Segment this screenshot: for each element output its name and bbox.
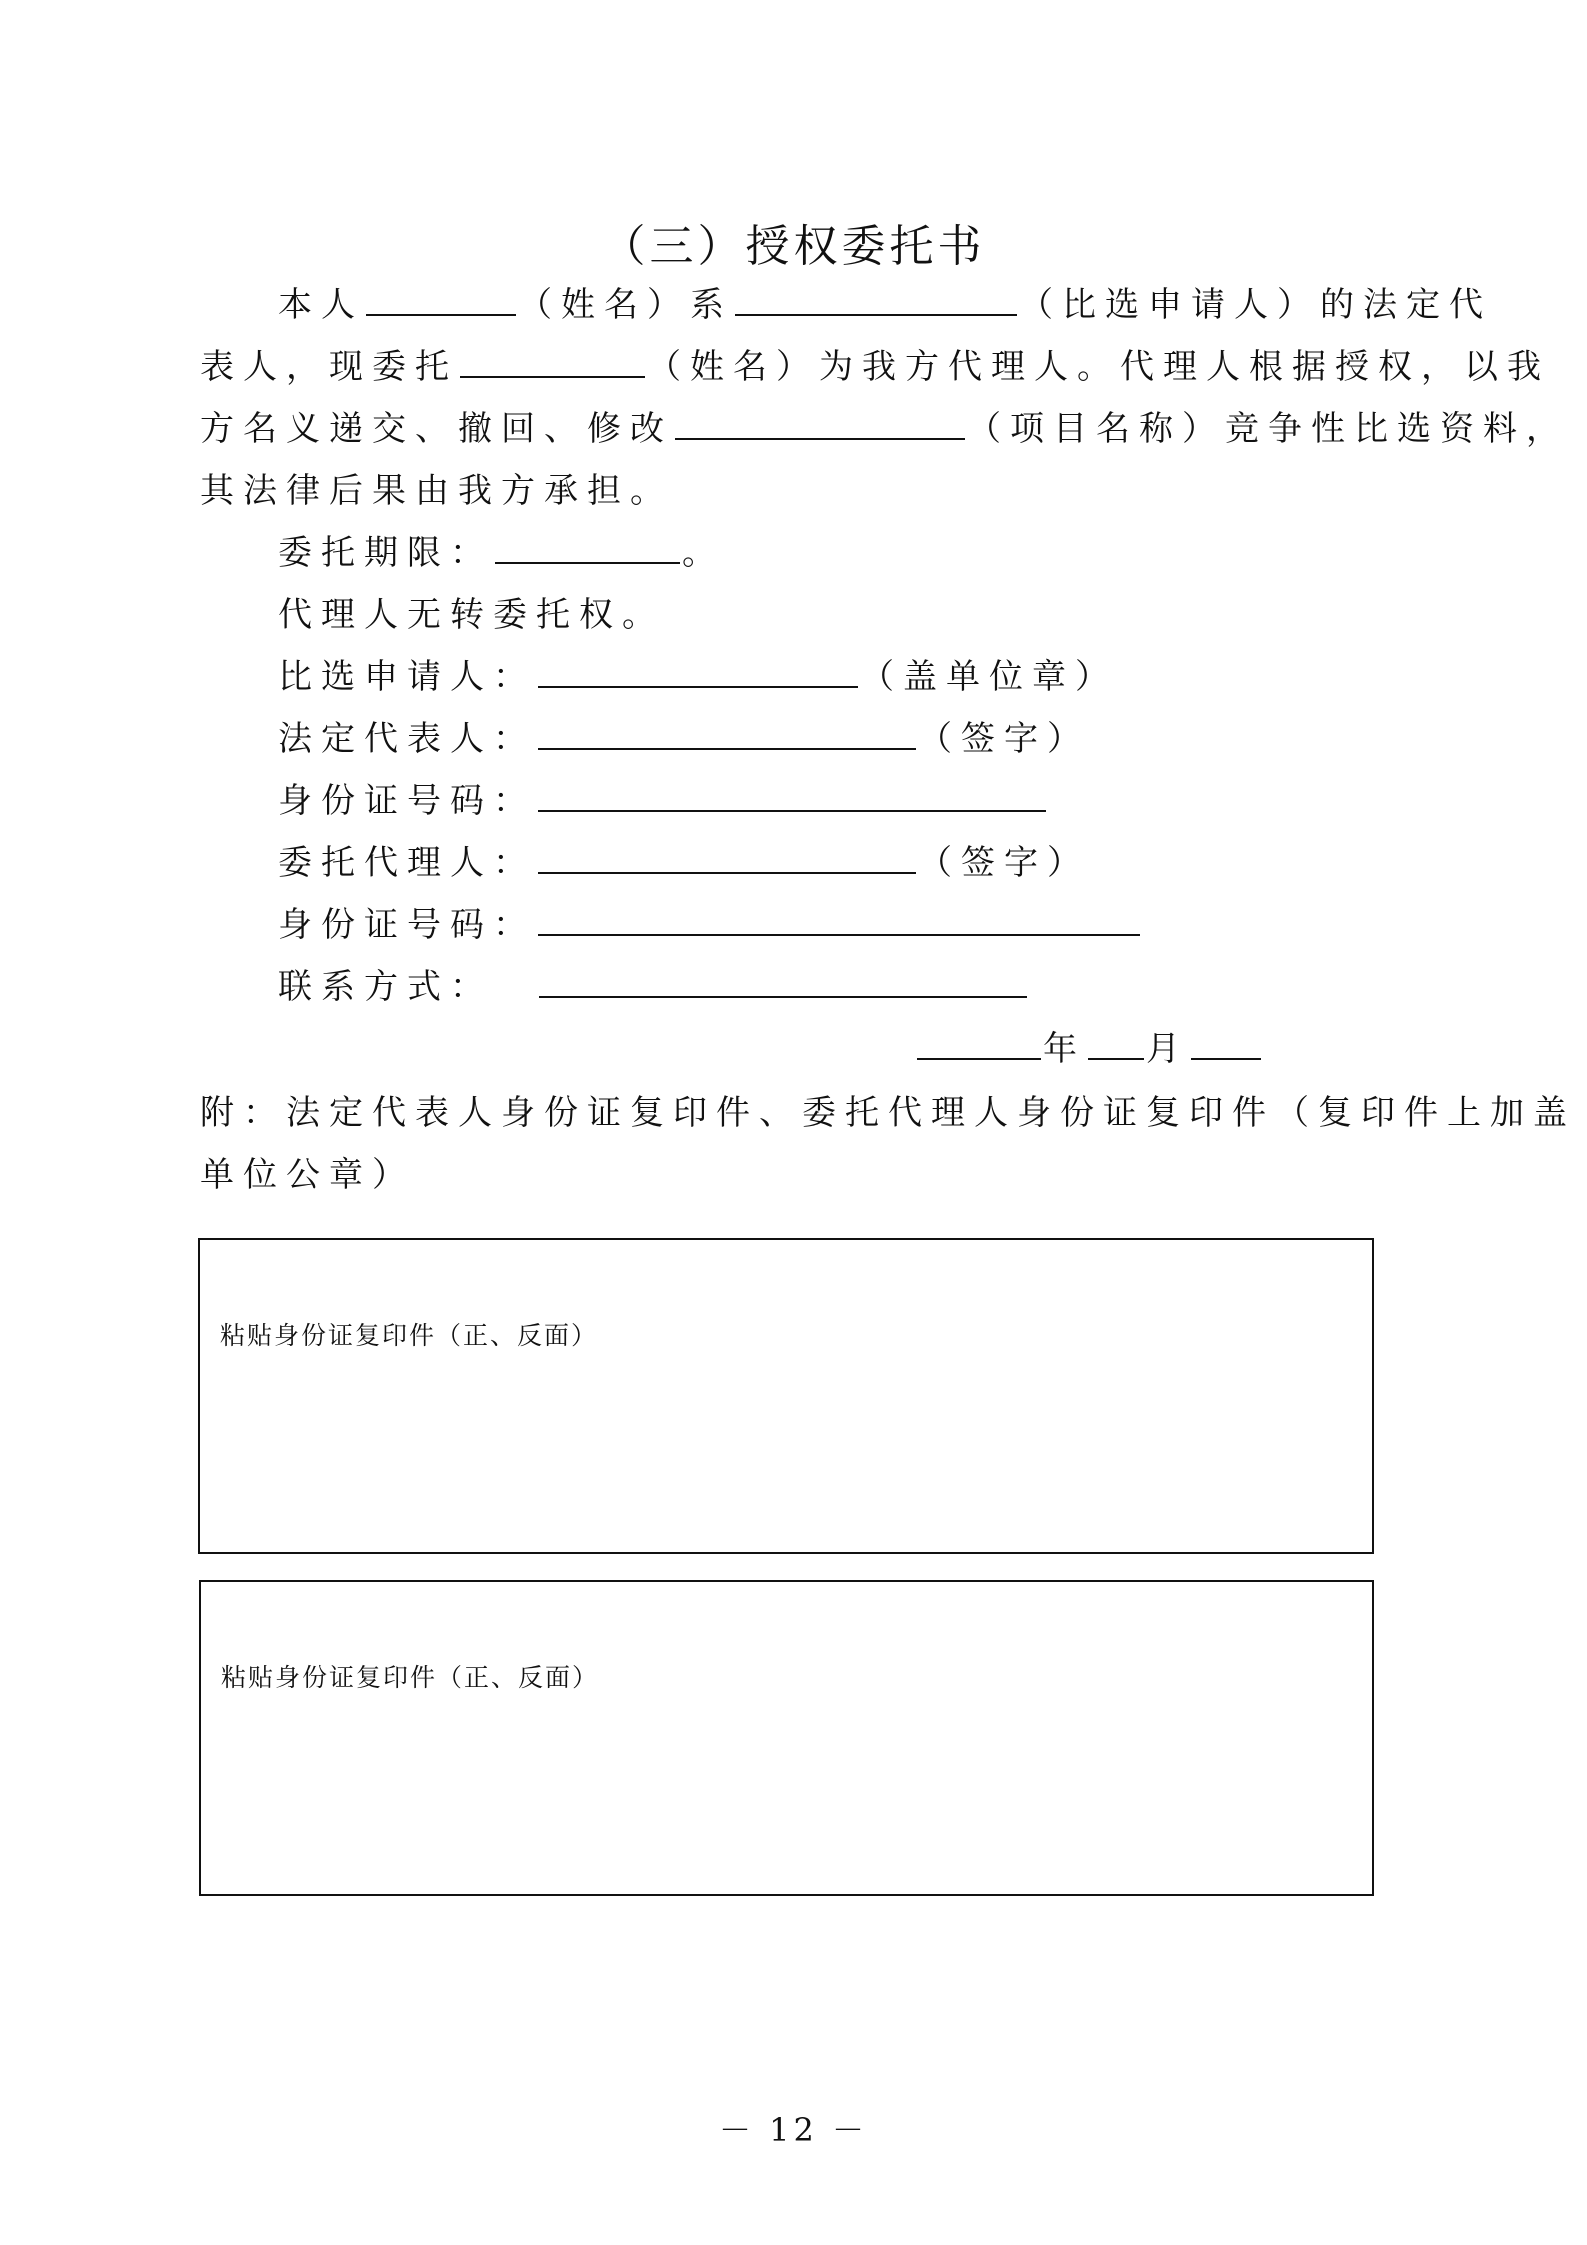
id-copy-box-label-2: 粘贴身份证复印件（正、反面）: [221, 1663, 600, 1692]
text-rep-entrust: 表人，现委托: [200, 347, 458, 387]
legal-rep-label: 法定代表人：: [278, 719, 536, 759]
attachment-line-1: [200, 1093, 1576, 1133]
body-line-4: [200, 471, 673, 511]
attachment-text-1: 附：法定代表人身份证复印件、委托代理人身份证复印件（复印件上加盖: [200, 1093, 1576, 1133]
legal-rep-note: （签字）: [918, 719, 1090, 759]
body-line-1: [278, 285, 1492, 325]
id-copy-box-1: [198, 1238, 1374, 1554]
term-blank[interactable]: [495, 536, 680, 564]
text-legal-rep-of: （比选申请人）的法定代: [1019, 285, 1492, 325]
id-copy-box-2: [199, 1580, 1374, 1896]
text-name-of: （姓名）系: [518, 285, 733, 325]
text-submit-withdraw: 方名义递交、撤回、修改: [200, 409, 673, 449]
no-transfer-text: 代理人无转委托权。: [278, 595, 665, 635]
legal-rep-line: [278, 719, 1090, 759]
date-line: [915, 1029, 1263, 1069]
attachment-line-2: [200, 1155, 415, 1195]
body-line-3: [200, 409, 1569, 449]
id-number-field-1[interactable]: [538, 784, 1046, 812]
attachment-text-2: 单位公章）: [200, 1155, 415, 1195]
agent-label: 委托代理人：: [278, 843, 536, 883]
text-legal-consequence: 其法律后果由我方承担。: [200, 471, 673, 511]
applicant-label: 比选申请人：: [278, 657, 536, 697]
text-project-materials: （项目名称）竞争性比选资料，: [967, 409, 1569, 449]
term-end: 。: [682, 533, 725, 573]
id-number-line-2: [278, 905, 1142, 945]
year-blank[interactable]: [917, 1032, 1041, 1060]
month-blank[interactable]: [1088, 1032, 1144, 1060]
term-label: 委托期限：: [278, 533, 493, 573]
name-blank[interactable]: [366, 288, 516, 316]
agent-note: （签字）: [918, 843, 1090, 883]
id-number-field-2[interactable]: [538, 908, 1140, 936]
id-number-line-1: [278, 781, 1048, 821]
day-blank[interactable]: [1191, 1032, 1261, 1060]
agent-field[interactable]: [538, 846, 916, 874]
legal-rep-field[interactable]: [538, 722, 916, 750]
body-line-2: [200, 347, 1550, 387]
contact-line: [278, 967, 1029, 1007]
id-number-label-1: 身份证号码：: [278, 781, 536, 821]
text-self: 本人: [278, 285, 364, 325]
agent-name-blank[interactable]: [460, 350, 645, 378]
page-number: － 12 －: [718, 2111, 869, 2149]
applicant-note: （盖单位章）: [860, 657, 1118, 697]
document-title: （三）授权委托书: [601, 221, 986, 272]
contact-field[interactable]: [539, 970, 1027, 998]
text-agent-authorization: （姓名）为我方代理人。代理人根据授权，以我: [647, 347, 1550, 387]
agent-line: [278, 843, 1090, 883]
id-copy-box-label-1: 粘贴身份证复印件（正、反面）: [220, 1321, 599, 1350]
term-line: [278, 533, 725, 573]
month-label: 月: [1146, 1029, 1189, 1069]
year-label: 年: [1043, 1029, 1086, 1069]
applicant-line: [278, 657, 1118, 697]
applicant-field[interactable]: [538, 660, 858, 688]
applicant-blank[interactable]: [735, 288, 1017, 316]
no-transfer-line: [278, 595, 665, 635]
contact-label: 联系方式：: [278, 967, 493, 1007]
project-name-blank[interactable]: [675, 412, 965, 440]
id-number-label-2: 身份证号码：: [278, 905, 536, 945]
